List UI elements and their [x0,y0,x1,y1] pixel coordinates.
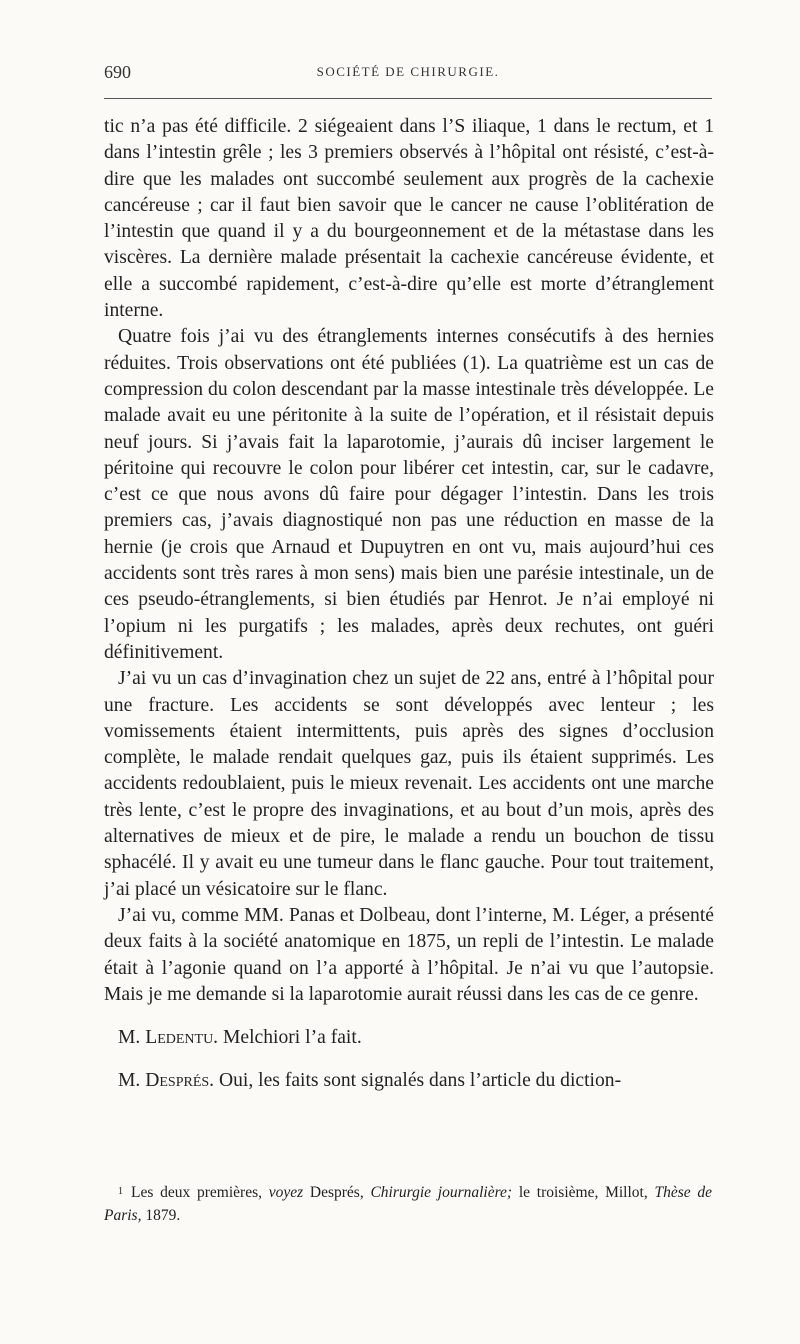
page-header [104,62,712,86]
paragraph: Quatre fois j’ai vu des étranglements internes consécutifs à des hernies réduites. Trois observations ont été publiées (1). La quatrième est un cas de compression du colon descendant par la masse intestinale très développée. Le malade avait eu une péritonite à la suite de l’opération, et il résistait depuis neuf jours. Si j’avais fait la laparotomie, j’aurais dû inciser largement le péritoine qui recouvre le colon pour libérer cet intestin, car, sur le cadavre, c’est ce que nous avons dû faire pour dégager l’intestin. Dans les trois premiers cas, j’avais diagnostiqué non pas une réduction en masse de la hernie (je crois que Arnaud et Dupuytren en ont vu, mais aujourd’hui ces accidents sont très rares à mon sens) mais bien une parésie intestinale, un de ces pseudo-étranglements, si bien étudiés par Henrot. Je n’ai employé ni l’opium ni les purgatifs ; les malades, après deux rechutes, ont guéri définitivement. [104,326,714,663]
footnote-emphasis: Chirurgie journalière; [370,1184,513,1201]
speaker-name: M. Després. [118,1070,215,1092]
header-rule [104,98,712,99]
remark-text: Oui, les faits sont signalés dans l’article du diction- [214,1070,622,1092]
paragraph: tic n’a pas été difficile. 2 siégeaient dans l’S iliaque, 1 dans le rectum, et 1 dans l’intestin grêle ; les 3 premiers observés à l’hôpital ont résisté, c’est-à-dire que les malades ont succombé seulement aux progrès de la cachexie cancéreuse ; car il faut bien savoir que le cancer ne cause l’oblitération de l’intestin que quand il y a du bourgeonnement et de la métastase dans les viscères. La dernière malade présentait la cachexie cancéreuse évidente, et elle a succombé rapidement, c’est-à-dire qu’elle est morte d’étranglement interne. [104,116,714,322]
speaker-name: M. Ledentu. [118,1027,219,1049]
remark-ledentu [104,1025,714,1051]
footnote-mark: 1 [118,1186,123,1197]
remark-text: Melchiori l’a fait. [218,1027,362,1049]
paragraph: J’ai vu un cas d’invagination chez un sujet de 22 ans, entré à l’hôpital pour une fracture. Les accidents se sont développés avec lenteur ; les vomissements étaient intermittents, puis après des signes d’occlusion complète, le malade rendait quelques gaz, puis ils étaient supprimés. Les accidents redoublaient, puis le mieux revenait. Les accidents ont une marche très lente, c’est le propre des invaginations, et au bout d’un mois, après des alternatives de mieux et de pire, le malade a rendu un bouchon de tissu sphacélé. Il y avait eu une tumeur dans le flanc gauche. Pour tout traitement, j’ai placé un vésicatoire sur le flanc. [104,668,714,900]
footnote-text: Després, [303,1184,371,1201]
page-number: 690 [104,62,131,82]
footnote-text: Les deux premières, [131,1184,269,1201]
footnote [104,1180,712,1227]
body-text [104,114,714,1095]
running-title: SOCIÉTÉ DE CHIRURGIE. [316,64,500,79]
remark-despres [104,1068,714,1094]
paragraph: J’ai vu, comme MM. Panas et Dolbeau, dont l’interne, M. Léger, a présenté deux faits à la société anatomique en 1875, un repli de l’intestin. Le malade était à l’agonie quand on l’a apporté à l’hôpital. Je n’ai vu que l’autopsie. Mais je me demande si la laparotomie aurait réussi dans les cas de ce genre. [104,904,714,1005]
footnotes [104,1180,712,1227]
footnote-emphasis: voyez [268,1184,304,1201]
footnote-emphasis: Thèse de Paris, [104,1184,713,1224]
footnote-text: 1879. [141,1207,181,1224]
footnote-text: le troisième, Millot, [512,1184,655,1201]
